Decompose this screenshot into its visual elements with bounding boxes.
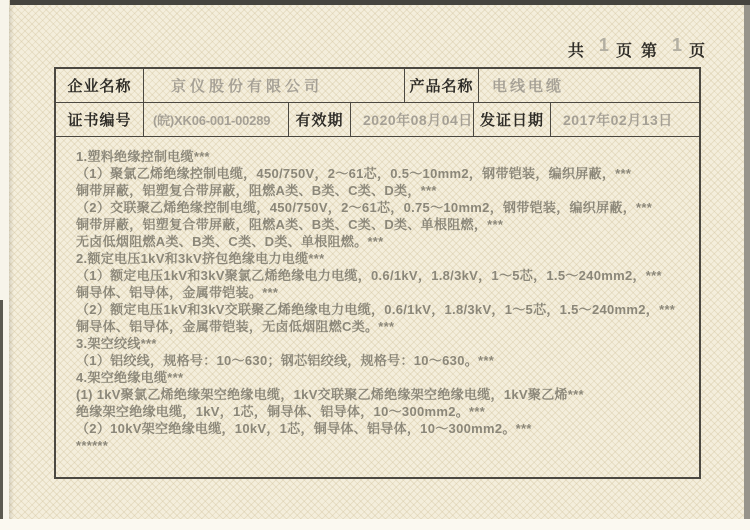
current-page-label: 第 xyxy=(640,43,658,60)
body-line: (1) 1kV聚氯乙烯绝缘架空绝缘电缆，1kV交联聚乙烯绝缘架空绝缘电缆，1kV聚乙烯*** xyxy=(76,387,584,402)
issue-date-label: 发证日期 xyxy=(474,103,551,136)
pages-unit: 页 xyxy=(615,43,633,60)
body-line: 铜带屏蔽，铝塑复合带屏蔽，阻燃A类、B类、C类、D类、单根阻燃，*** xyxy=(76,217,504,232)
body-line: （2）交联聚乙烯绝缘控制电缆，450/750V，2～61芯，0.75～10mm2，钢带铠装，编织屏蔽，*** xyxy=(76,200,653,215)
current-page-value: 1 xyxy=(671,35,683,55)
validity-value: 2020年08月04日 xyxy=(351,103,474,136)
issue-date-value: 2017年02月13日 xyxy=(563,111,673,128)
scan-edge-bottom xyxy=(0,519,750,530)
scan-edge-top xyxy=(10,0,750,5)
body-line: 铜导体、铝导体，金属带铠装。*** xyxy=(76,285,279,300)
validity-label: 有效期 xyxy=(289,103,351,136)
certificate-number-value: (皖)XK06-001-00289 xyxy=(144,103,289,136)
body-line: 绝缘架空绝缘电缆，1kV，1芯，铜导体、铝导体，10～300mm2。*** xyxy=(76,404,486,419)
product-scope-body xyxy=(56,137,699,477)
body-line: ****** xyxy=(76,438,109,453)
body-line: 无卤低烟阻燃A类、B类、C类、D类、单根阻燃。*** xyxy=(76,234,384,249)
body-line: 1.塑料绝缘控制电缆*** xyxy=(76,149,210,164)
total-pages-label: 共 xyxy=(567,43,585,60)
pages-unit-2: 页 xyxy=(688,43,706,60)
certificate-number-label: 证书编号 xyxy=(56,103,144,136)
scan-edge-left-dark-sliver xyxy=(0,300,3,524)
body-line: （1）额定电压1kV和3kV聚氯乙烯绝缘电力电缆，0.6/1kV，1.8/3kV，1～5芯，1.5～240mm2，*** xyxy=(76,268,662,283)
body-line: （2）10kV架空绝缘电缆，10kV，1芯，铜导体、铝导体，10～300mm2。*** xyxy=(76,421,532,436)
body-line: （2）额定电压1kV和3kV交联聚乙烯绝缘电力电缆，0.6/1kV，1.8/3kV，1～5芯，1.5～240mm2，*** xyxy=(76,302,676,317)
table-row-company-product xyxy=(56,69,699,103)
scan-edge-left-shadow xyxy=(9,0,14,524)
company-name-label: 企业名称 xyxy=(56,69,144,102)
total-pages-value: 1 xyxy=(598,35,610,55)
body-line: 2.额定电压1kV和3kV挤包绝缘电力电缆*** xyxy=(76,251,325,266)
body-line: 3.架空绞线*** xyxy=(76,336,157,351)
product-name-label: 产品名称 xyxy=(405,69,479,102)
body-line: 铜导体、铝导体，金属带铠装，无卤低烟阻燃C类。*** xyxy=(76,319,395,334)
body-line: （1）聚氯乙烯绝缘控制电缆，450/750V，2～61芯，0.5～10mm2，钢带铠装，编织屏蔽，*** xyxy=(76,166,632,181)
company-name-value: 京仪股份有限公司 xyxy=(144,69,405,102)
product-name-value: 电线电缆 xyxy=(492,78,565,95)
scan-edge-right xyxy=(744,0,750,524)
table-row-certno-dates xyxy=(56,103,699,137)
page-count-header xyxy=(567,35,706,61)
body-line: 4.架空绝缘电缆*** xyxy=(76,370,184,385)
certificate-table xyxy=(54,67,701,479)
body-line: （1）铝绞线，规格号：10～630；钢芯铝绞线，规格号：10～630。*** xyxy=(76,353,495,368)
body-line: 铜带屏蔽，铝塑复合带屏蔽，阻燃A类、B类、C类、D类，*** xyxy=(76,183,437,198)
